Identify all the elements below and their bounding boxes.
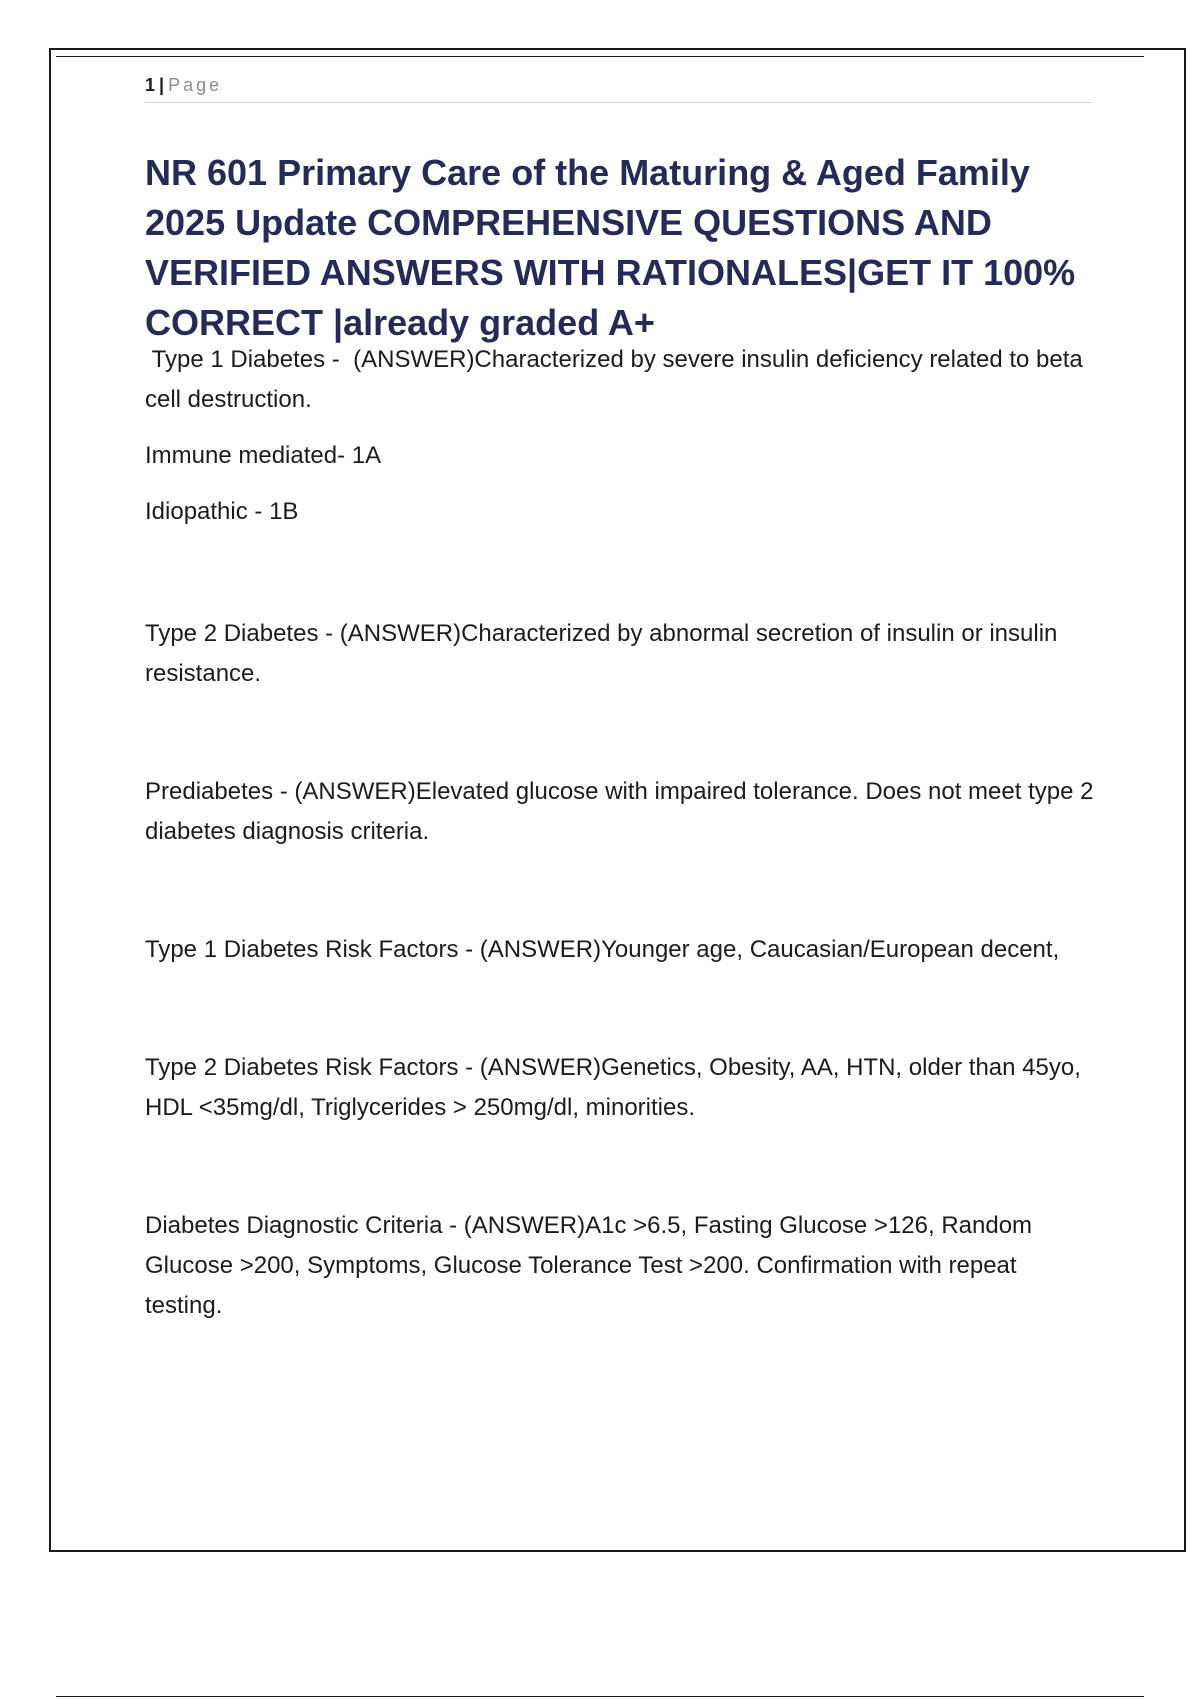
qa-content [145, 340, 1095, 1326]
qa-prediabetes: Prediabetes - (ANSWER)Elevated glucose with impaired tolerance. Does not meet type 2 diabetes diagnosis criteria. [145, 778, 1094, 845]
qa-type2-diabetes: Type 2 Diabetes - (ANSWER)Characterized by abnormal secretion of insulin or insulin resistance. [145, 620, 1058, 687]
page-number: 1 [145, 75, 156, 95]
qa-type1-risk-factors: Type 1 Diabetes Risk Factors - (ANSWER)Younger age, Caucasian/European decent, [145, 936, 1060, 963]
qa-diagnostic-criteria: Diabetes Diagnostic Criteria - (ANSWER)A1c >6.5, Fasting Glucose >126, Random Glucose >200, Symptoms, Glucose Tolerance Test >200. Confirmation with repeat testing. [145, 1212, 1033, 1319]
qa-type1-subtype-1b: Idiopathic - 1B [145, 498, 299, 525]
page-separator: | [159, 75, 165, 95]
next-page-rule [56, 1696, 1144, 1697]
page-label: Page [168, 75, 223, 95]
qa-type1-diabetes: Type 1 Diabetes - (ANSWER)Characterized by severe insulin deficiency related to beta cell destruction. [145, 346, 1090, 413]
document-title: NR 601 Primary Care of the Maturing & Aged Family 2025 Update COMPREHENSIVE QUESTIONS AND VERIFIED ANSWERS WITH RATIONALES|GET IT 100% CORRECT |already graded A+ [145, 152, 1076, 343]
qa-type1-subtype-1a: Immune mediated- 1A [145, 442, 382, 469]
qa-type2-risk-factors: Type 2 Diabetes Risk Factors - (ANSWER)Genetics, Obesity, AA, HTN, older than 45yo, HDL <35mg/dl, Triglycerides > 250mg/dl, minorities. [145, 1054, 1081, 1121]
page-header [145, 74, 1093, 103]
header-rule [56, 56, 1144, 57]
